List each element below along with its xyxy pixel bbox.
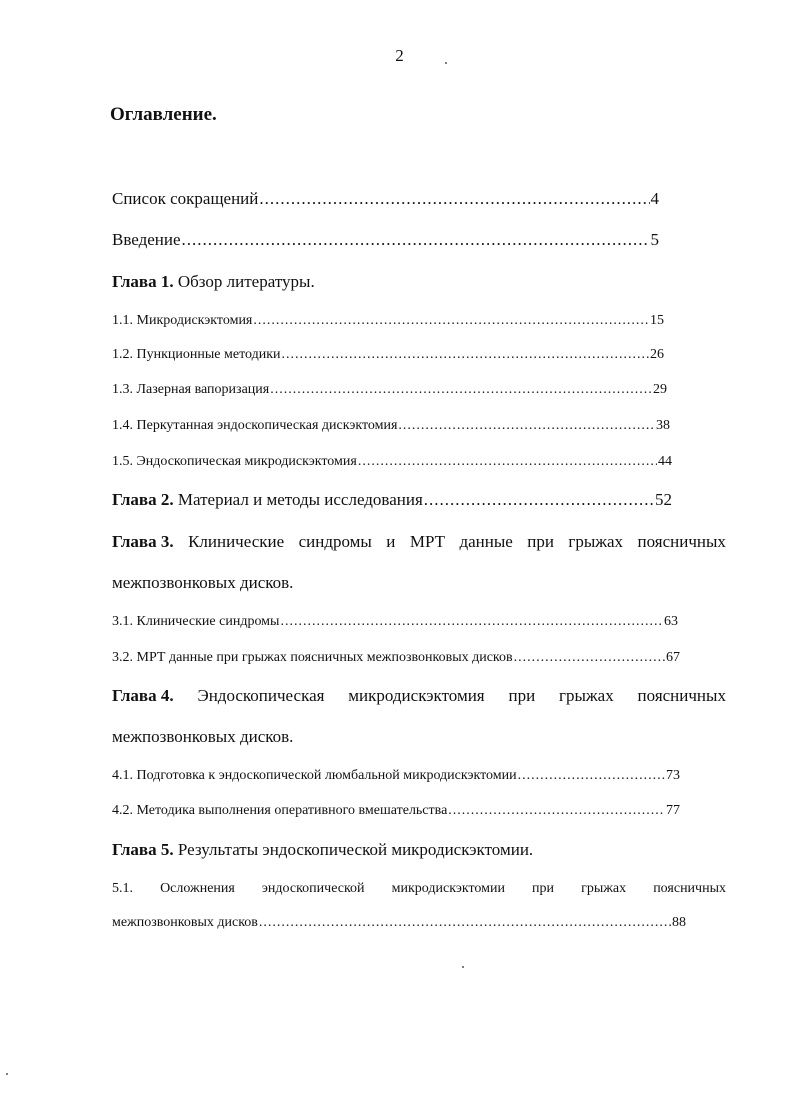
chapter-title-word: поясничных (637, 686, 726, 705)
chapter-title-word: при (508, 686, 536, 705)
chapter-title-word: данные (459, 532, 513, 551)
toc-entry-introduction[interactable] (112, 230, 659, 250)
leader-dots (514, 650, 665, 666)
toc-entry-page: 5 (650, 230, 659, 249)
chapter-title-word: поясничных (637, 532, 726, 551)
toc-section-5-1-line2[interactable] (112, 915, 686, 931)
toc-entry-label: 1.1. Микродискэктомия (112, 313, 253, 328)
chapter-prefix: Глава 1. (112, 272, 174, 291)
toc-entry-page: 52 (655, 490, 672, 509)
leader-dots (259, 189, 649, 209)
toc-chapter-5[interactable] (112, 840, 533, 860)
leader-dots (448, 803, 665, 819)
toc-section-1-5[interactable] (112, 454, 672, 470)
toc-section-4-1[interactable] (112, 768, 680, 784)
leader-dots (398, 418, 655, 434)
chapter-title: Результаты эндоскопической микродискэктомии. (177, 840, 534, 859)
section-word: микродискэктомии (391, 881, 505, 896)
toc-section-1-2[interactable] (112, 347, 664, 363)
chapter-prefix: Глава 4. (112, 686, 174, 705)
toc-entry-abbreviations[interactable] (112, 189, 659, 209)
leader-dots (424, 490, 654, 510)
section-word: Осложнения (160, 881, 235, 896)
chapter-prefix: Глава 2. (112, 490, 174, 509)
chapter-title-word: синдромы (298, 532, 372, 551)
leader-dots (280, 614, 663, 630)
toc-entry-page: 44 (658, 454, 672, 469)
toc-entry-label: межпозвонковых дисков (112, 915, 258, 930)
chapter-title-word: при (527, 532, 554, 551)
leader-dots (182, 230, 650, 250)
leader-dots (259, 915, 671, 931)
toc-section-4-2[interactable] (112, 803, 680, 819)
toc-entry-label: 1.3. Лазерная вапоризация (112, 382, 270, 397)
leader-dots (270, 382, 652, 398)
toc-entry-label: 1.2. Пункционные методики (112, 347, 281, 362)
section-word: поясничных (653, 881, 726, 896)
toc-section-1-3[interactable] (112, 382, 667, 398)
toc-chapter-4[interactable] (112, 686, 726, 706)
chapter-title-word: грыжах (559, 686, 614, 705)
chapter-title-word: и (386, 532, 396, 551)
toc-entry-page: 67 (666, 650, 680, 665)
toc-entry-page: 77 (666, 803, 680, 818)
leader-dots (518, 768, 665, 784)
section-word: эндоскопической (261, 881, 365, 896)
toc-entry-label: 1.4. Перкутанная эндоскопическая дискэктомия (112, 418, 398, 433)
toc-entry-label: Введение (112, 230, 181, 249)
toc-entry-page: 38 (656, 418, 670, 433)
chapter-label (112, 490, 423, 510)
toc-entry-page: 29 (653, 382, 667, 397)
toc-chapter-3[interactable] (112, 532, 726, 552)
toc-entry-label: 1.5. Эндоскопическая микродискэктомия (112, 454, 357, 469)
toc-entry-page: 15 (650, 313, 664, 328)
toc-chapter-3-line2: межпозвонковых дисков. (112, 573, 294, 592)
toc-entry-label: Список сокращений (112, 189, 259, 208)
toc-chapter-1[interactable] (112, 272, 315, 292)
chapter-title-word: микродискэктомия (348, 686, 485, 705)
toc-entry-label: 4.1. Подготовка к эндоскопической люмбальной микродискэктомии (112, 768, 517, 783)
leader-dots (282, 347, 649, 363)
toc-heading: Оглавление. (110, 104, 217, 125)
chapter-prefix: Глава 5. (112, 840, 174, 859)
toc-section-1-4[interactable] (112, 418, 670, 434)
toc-entry-page: 63 (664, 614, 678, 629)
scan-speck (462, 966, 464, 968)
leader-dots (253, 313, 649, 329)
chapter-title-word: грыжах (568, 532, 624, 551)
toc-section-3-2[interactable] (112, 650, 680, 666)
chapter-title-word: Клинические (188, 532, 285, 551)
toc-entry-label: 3.2. МРТ данные при грыжах поясничных межпозвонковых дисков (112, 650, 513, 665)
leader-dots (358, 454, 657, 470)
chapter-title: Материал и методы исследования (177, 490, 423, 509)
toc-chapter-4-line2: межпозвонковых дисков. (112, 727, 294, 746)
toc-section-1-1[interactable] (112, 313, 664, 329)
toc-entry-page: 4 (650, 189, 659, 208)
chapter-title-word: МРТ (409, 532, 445, 551)
toc-entry-page: 26 (650, 347, 664, 362)
chapter-title: Обзор литературы. (177, 272, 315, 291)
toc-entry-page: 73 (666, 768, 680, 783)
scan-speck (445, 62, 447, 64)
toc-entry-page: 88 (672, 915, 686, 930)
toc-entry-label: 4.2. Методика выполнения оперативного вмешательства (112, 803, 448, 818)
page-number: 2 (395, 46, 404, 65)
section-word: грыжах (581, 881, 627, 896)
toc-section-3-1[interactable] (112, 614, 678, 630)
chapter-title-word: Эндоскопическая (197, 686, 325, 705)
chapter-prefix: Глава 3. (112, 532, 174, 551)
section-word: при (532, 881, 555, 896)
toc-section-5-1[interactable] (112, 881, 726, 897)
section-word: 5.1. (112, 881, 133, 896)
toc-entry-label: 3.1. Клинические синдромы (112, 614, 280, 629)
toc-chapter-2[interactable] (112, 490, 672, 510)
scan-speck (6, 1073, 8, 1075)
